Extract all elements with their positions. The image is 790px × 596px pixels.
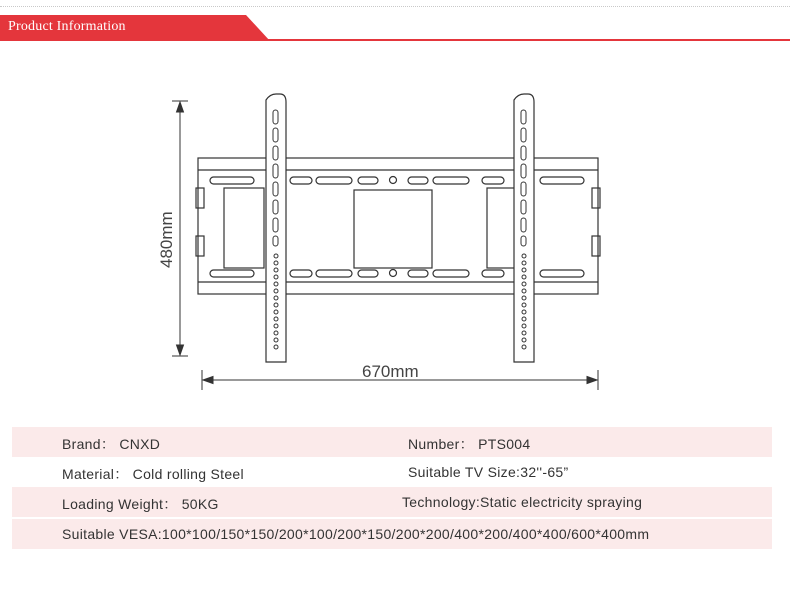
section-title: Product Information: [8, 19, 126, 34]
spec-tv-size: Suitable TV Size:32''-65”: [408, 464, 569, 480]
spec-row: [12, 487, 772, 517]
spec-brand: Brand： CNXD: [62, 436, 161, 452]
left-vertical-arm: [266, 94, 286, 362]
spec-row: [12, 519, 772, 549]
spec-technology: Technology:Static electricity spraying: [402, 494, 643, 510]
spec-vesa: Suitable VESA:100*100/150*150/200*100/200*150/200*200/400*200/400*400/600*400mm: [62, 526, 650, 542]
right-vertical-arm: [514, 94, 534, 362]
spec-material: Material： Cold rolling Steel: [62, 466, 244, 482]
mount-frame-outline: [198, 158, 598, 294]
spec-table: [12, 427, 772, 549]
spec-row: [12, 457, 772, 487]
left-panel-cutout: [224, 188, 264, 268]
height-label: 480mm: [157, 211, 176, 268]
width-label: 670mm: [362, 362, 419, 381]
center-panel-cutout: [354, 190, 432, 268]
spec-number: Number： PTS004: [408, 436, 531, 452]
spec-loading-weight: Loading Weight： 50KG: [62, 496, 219, 512]
spec-row: [12, 427, 772, 457]
